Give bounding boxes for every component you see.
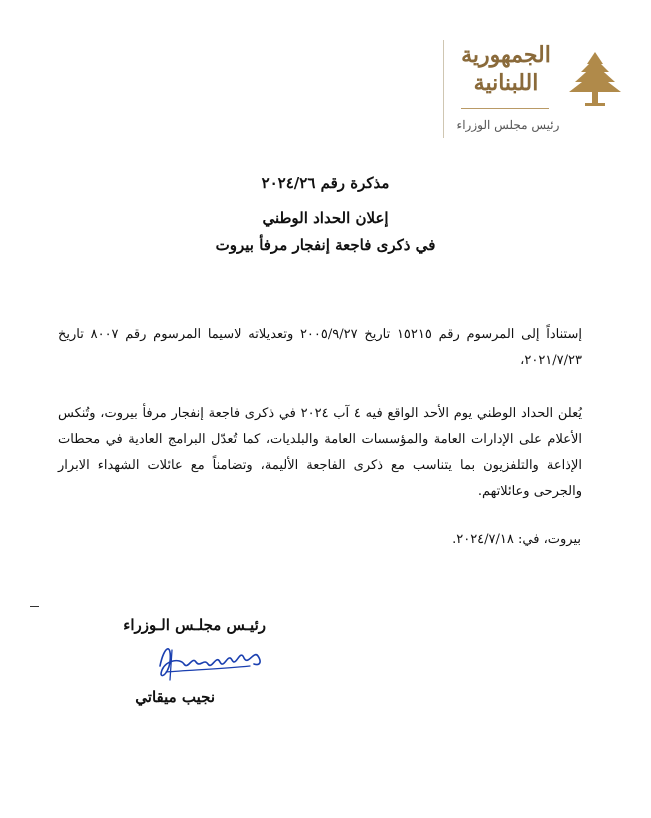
- handwritten-signature: [150, 636, 270, 684]
- margin-mark: [30, 606, 39, 607]
- letterhead-subtitle: رئيس مجلس الوزراء: [456, 118, 560, 132]
- memo-number: مذكرة رقم ٢٠٢٤/٢٦: [261, 174, 390, 192]
- paragraph-announcement: يُعلن الحداد الوطني يوم الأحد الواقع فيه ٤ آب ٢٠٢٤ في ذكرى فاجعة إنفجار مرفأ بيروت، وتُنكس الأعلام على الإدارات العامة والمؤسسات العامة والبلديات، كما تُعدّل البرامج العادية في محطات الإذاعة والتلفزيون بما يتناسب مع ذكرى الفاجعة الأليمة، وتضامناً مع عائلات الشهداء الابرار والجرحى وعائلاتهم.: [58, 406, 582, 499]
- paragraph-legal-basis: إستناداً إلى المرسوم رقم ١٥٢١٥ تاريخ ٢٠٠٥/٩/٢٧ وتعديلاته لاسيما المرسوم رقم ٨٠٠٧ تاريخ ٢٠٢١/٧/٢٣،: [58, 327, 582, 368]
- signatory-role: رئيـس مجلـس الـوزراء: [123, 616, 266, 634]
- letterhead-divider: [461, 108, 549, 109]
- signatory-name: نجيب ميقاتي: [135, 688, 215, 706]
- letterhead-title-line1: الجمهورية: [461, 42, 551, 68]
- place-date: بيروت، في: ٢٠٢٤/٧/١٨.: [452, 532, 581, 547]
- letterhead-rule: [443, 40, 444, 138]
- memo-title: إعلان الحداد الوطني: [262, 209, 389, 227]
- letterhead: [423, 40, 623, 140]
- cedar-icon: [567, 50, 623, 108]
- memo-subtitle: في ذكرى فاجعة إنفجار مرفأ بيروت: [215, 236, 436, 254]
- letterhead-title-line2: اللبنانية: [473, 70, 539, 96]
